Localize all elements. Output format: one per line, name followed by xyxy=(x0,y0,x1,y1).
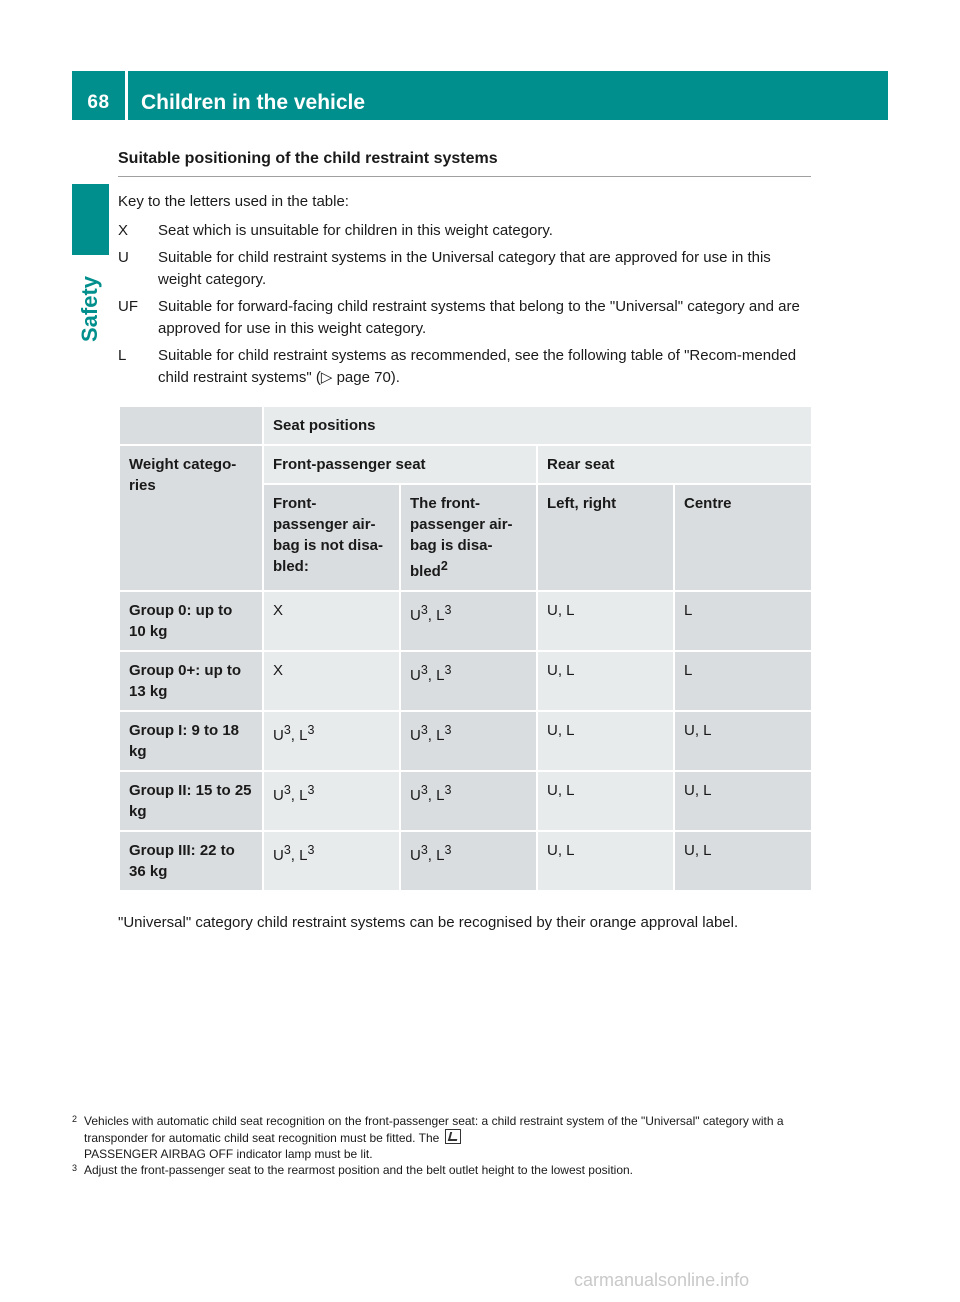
front-passenger-seat-header: Front-passenger seat xyxy=(263,445,537,484)
weight-group-cell: Group 0: up to 10 kg xyxy=(119,591,263,651)
header-divider xyxy=(125,71,128,120)
centre-header: Centre xyxy=(674,484,812,591)
watermark: carmanualsonline.info xyxy=(574,1270,750,1290)
footnote-ref: 3 xyxy=(420,603,428,617)
footnote-ref: 3 xyxy=(307,843,315,857)
footnote-ref: 3 xyxy=(444,723,452,737)
footnote-2 xyxy=(72,1113,812,1162)
airbag-not-disabled-cell: $U^3$, $L^3$ xyxy=(263,771,400,831)
centre-cell: U, L xyxy=(674,771,812,831)
table-header-row xyxy=(119,445,812,484)
footnote-text xyxy=(84,1113,812,1162)
centre-cell: L xyxy=(674,591,812,651)
weight-categories-header: Weight catego-ries xyxy=(119,445,263,591)
airbag-disabled-label: The front-passenger air-bag is disa-bled xyxy=(410,495,513,580)
table-body xyxy=(119,591,812,891)
key-item-x xyxy=(118,220,811,242)
footnote-text-part: Vehicles with automatic child seat recognition on the front-passenger seat: a child restraint system of the "Universal" category with a transponder for automatic child seat recognition must be fitted. The xyxy=(84,1114,784,1145)
table-row xyxy=(119,591,812,651)
key-item-uf xyxy=(118,296,811,340)
footnote-3 xyxy=(72,1162,812,1178)
key-item-u xyxy=(118,247,811,291)
airbag-disabled-cell: $U^3$, $L^3$ xyxy=(400,591,537,651)
airbag-off-icon xyxy=(445,1129,461,1144)
weight-group-cell: Group II: 15 to 25 kg xyxy=(119,771,263,831)
key-text: Suitable for child restraint systems as recommended, see the following table of "Recom-mended child restraint systems" (▷ page 70). xyxy=(158,347,797,386)
footnote-ref: 3 xyxy=(420,663,428,677)
footnote-ref: 3 xyxy=(444,603,452,617)
key-letter: L xyxy=(118,347,127,364)
key-list xyxy=(118,220,811,389)
footnote-text: Adjust the front-passenger seat to the rearmost position and the belt outlet height to the lowest position. xyxy=(84,1163,633,1177)
key-item-l xyxy=(118,345,811,389)
page-number: 68 xyxy=(87,92,110,113)
approval-label-note: "Universal" category child restraint systems can be recognised by their orange approval label. xyxy=(118,914,739,931)
left-right-header: Left, right xyxy=(537,484,674,591)
weight-group-cell: Group 0+: up to 13 kg xyxy=(119,651,263,711)
airbag-disabled-cell: $U^3$, $L^3$ xyxy=(400,831,537,891)
footnote-ref: 3 xyxy=(444,783,452,797)
side-tab-label: Safety xyxy=(77,275,103,343)
airbag-not-disabled-cell: $U^3$, $L^3$ xyxy=(263,711,400,771)
section-title: Suitable positioning of the child restraint systems xyxy=(118,150,811,177)
key-intro: Key to the letters used in the table: xyxy=(118,193,349,210)
side-tab xyxy=(72,264,109,354)
left-right-cell: U, L xyxy=(537,591,674,651)
table-row xyxy=(119,711,812,771)
seat-positions-table xyxy=(118,405,813,892)
airbag-disabled-cell: $U^3$, $L^3$ xyxy=(400,711,537,771)
airbag-not-disabled-cell: $U^3$, $L^3$ xyxy=(263,831,400,891)
airbag-not-disabled-cell: X xyxy=(263,651,400,711)
airbag-not-disabled-header: Front-passenger air-bag is not disa-bled: xyxy=(263,484,400,591)
airbag-not-disabled-cell: X xyxy=(263,591,400,651)
footnote-ref: 3 xyxy=(420,783,428,797)
table-row xyxy=(119,651,812,711)
left-right-cell: U, L xyxy=(537,651,674,711)
centre-cell: U, L xyxy=(674,711,812,771)
footnote-mark: 3 xyxy=(72,1163,78,1173)
airbag-disabled-header xyxy=(400,484,537,591)
key-letter: U xyxy=(118,249,129,266)
left-right-cell: U, L xyxy=(537,711,674,771)
footnote-ref: 3 xyxy=(444,843,452,857)
footnote-ref: 3 xyxy=(420,723,428,737)
rear-seat-header: Rear seat xyxy=(537,445,812,484)
key-letter: UF xyxy=(118,298,138,315)
main-content xyxy=(118,150,811,931)
footnote-ref: 3 xyxy=(307,783,315,797)
chapter-header xyxy=(72,71,888,120)
footnote-mark: 2 xyxy=(72,1114,78,1124)
key-letter: X xyxy=(118,222,129,239)
chapter-title: Children in the vehicle xyxy=(141,91,366,114)
footnote-ref: 3 xyxy=(283,723,291,737)
table-row xyxy=(119,771,812,831)
weight-group-cell: Group III: 22 to 36 kg xyxy=(119,831,263,891)
empty-header-cell xyxy=(119,406,263,445)
left-right-cell: U, L xyxy=(537,771,674,831)
footnote-ref: 3 xyxy=(283,843,291,857)
seat-positions-header: Seat positions xyxy=(263,406,812,445)
footnote-ref: 3 xyxy=(283,783,291,797)
left-right-cell: U, L xyxy=(537,831,674,891)
key-text: Seat which is unsuitable for children in this weight category. xyxy=(158,222,553,239)
footnote-text-part: PASSENGER AIRBAG OFF indicator lamp must be lit. xyxy=(84,1147,373,1161)
weight-group-cell: Group I: 9 to 18 kg xyxy=(119,711,263,771)
footnote-ref: 3 xyxy=(307,723,315,737)
footnotes xyxy=(72,1113,812,1178)
footnote-ref: 3 xyxy=(444,663,452,677)
table-header-row xyxy=(119,406,812,445)
centre-cell: U, L xyxy=(674,831,812,891)
centre-cell: L xyxy=(674,651,812,711)
side-tab-marker xyxy=(72,184,109,255)
table-row xyxy=(119,831,812,891)
footnote-ref: 2 xyxy=(440,559,448,573)
airbag-disabled-cell: $U^3$, $L^3$ xyxy=(400,771,537,831)
key-text: Suitable for forward-facing child restraint systems that belong to the "Universal" category and are approved for use in this weight category. xyxy=(158,298,800,337)
key-text: Suitable for child restraint systems in the Universal category that are approved for use in this weight category. xyxy=(158,249,771,288)
airbag-disabled-cell: $U^3$, $L^3$ xyxy=(400,651,537,711)
footnote-ref: 3 xyxy=(420,843,428,857)
